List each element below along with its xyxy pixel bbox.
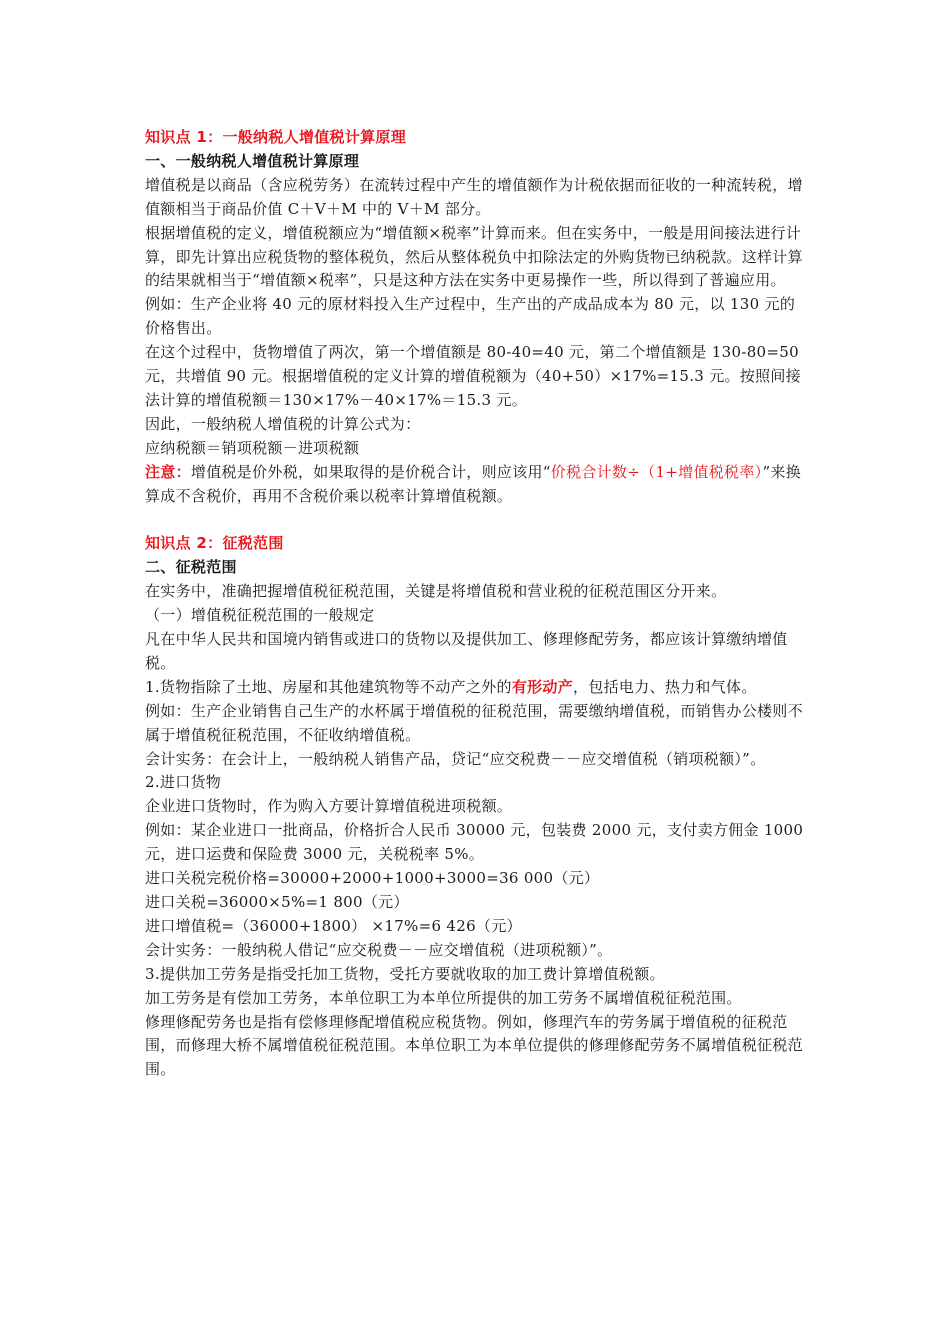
section2-subtitle: 二、征税范围 bbox=[145, 558, 237, 577]
paragraph: 因此，一般纳税人增值税的计算公式为： bbox=[145, 414, 421, 433]
paragraph: 增值税是以商品（含应税劳务）在流转过程中产生的增值额作为计税依据而征收的一种流转税，增值额相当于商品价值 C＋V＋M 中的 V＋M 部分。 bbox=[145, 175, 803, 218]
highlight-term: 有形动产 bbox=[511, 677, 574, 696]
note-text: 增值税是价外税，如果取得的是价税合计，则应该用“ bbox=[190, 462, 551, 481]
formula: 进口增值税=（36000+1800） ×17%=6 426（元） bbox=[145, 916, 522, 935]
document-page bbox=[145, 126, 805, 1082]
paragraph: 在这个过程中，货物增值了两次，第一个增值额是 80-40=40 元，第二个增值额是 130-80=50 元，共增值 90 元。根据增值税的定义计算的增值税额为（40+50）×17%=15.3 元。按照间接法计算的增值税额＝130×17%－40×17%＝15.3 元。 bbox=[145, 343, 802, 409]
spacer bbox=[145, 509, 805, 533]
note-label: 注意： bbox=[145, 462, 191, 481]
paragraph: 企业进口货物时，作为购入方要计算增值税进项税额。 bbox=[145, 797, 513, 816]
note-highlight: 价税合计数÷（1+增值税税率） bbox=[550, 462, 763, 481]
paragraph: 例如：某企业进口一批商品，价格折合人民币 30000 元，包装费 2000 元，支付卖方佣金 1000 元，进口运费和保险费 3000 元，关税税率 5%。 bbox=[145, 821, 804, 864]
formula: 应纳税额＝销项税额－进项税额 bbox=[145, 438, 360, 457]
paragraph: 会计实务：在会计上，一般纳税人销售产品，贷记“应交税费－－应交增值税（销项税额）”。 bbox=[145, 749, 766, 768]
paragraph: 凡在中华人民共和国境内销售或进口的货物以及提供加工、修理修配劳务，都应该计算缴纳增值税。 bbox=[145, 630, 788, 672]
text-run: 1.货物指除了土地、房屋和其他建筑物等不动产之外的 bbox=[145, 677, 512, 696]
section2-title: 知识点 2：征税范围 bbox=[145, 534, 284, 553]
paragraph: 在实务中，准确把握增值税征税范围，关键是将增值税和营业税的征税范围区分开来。 bbox=[145, 582, 727, 601]
formula: 进口关税完税价格=30000+2000+1000+3000=36 000（元） bbox=[145, 869, 600, 888]
text-run: ，包括电力、热力和气体。 bbox=[573, 677, 757, 696]
paragraph: 根据增值税的定义，增值税额应为“增值额×税率”计算而来。但在实务中，一般是用间接法进行计算，即先计算出应税货物的整体税负，然后从整体税负中扣除法定的外购货物已纳税款。这样计算的结果就相当于“增值额×税率”，只是这种方法在实务中更易操作一些，所以得到了普遍应用。 bbox=[145, 223, 803, 290]
note-text: ”来换算成不含税价，再用不含税价乘以税率计算增值税额。 bbox=[145, 462, 802, 505]
paragraph: 2.进口货物 bbox=[145, 773, 222, 792]
paragraph: 会计实务：一般纳税人借记“应交税费－－应交增值税（进项税额）”。 bbox=[145, 940, 613, 959]
paragraph: 加工劳务是有偿加工劳务，本单位职工为本单位所提供的加工劳务不属增值税征税范围。 bbox=[145, 988, 742, 1007]
paragraph bbox=[145, 676, 805, 700]
note-paragraph bbox=[145, 461, 805, 509]
paragraph: 例如：生产企业销售自己生产的水杯属于增值税的征税范围，需要缴纳增值税，而销售办公楼则不属于增值税征税范围，不征收纳增值税。 bbox=[145, 701, 803, 744]
section1-subtitle: 一、一般纳税人增值税计算原理 bbox=[145, 151, 360, 170]
paragraph: （一）增值税征税范围的一般规定 bbox=[145, 606, 375, 625]
paragraph: 3.提供加工劳务是指受托加工货物，受托方要就收取的加工费计算增值税额。 bbox=[145, 964, 665, 983]
paragraph: 例如：生产企业将 40 元的原材料投入生产过程中，生产出的产成品成本为 80 元，以 130 元的价格售出。 bbox=[145, 295, 796, 338]
section1-title: 知识点 1：一般纳税人增值税计算原理 bbox=[145, 128, 407, 146]
formula: 进口关税=36000×5%=1 800（元） bbox=[145, 892, 409, 911]
paragraph: 修理修配劳务也是指有偿修理修配增值税应税货物。例如，修理汽车的劳务属于增值税的征税范围，而修理大桥不属增值税征税范围。本单位职工为本单位提供的修理修配劳务不属增值税征税范围。 bbox=[145, 1012, 803, 1079]
